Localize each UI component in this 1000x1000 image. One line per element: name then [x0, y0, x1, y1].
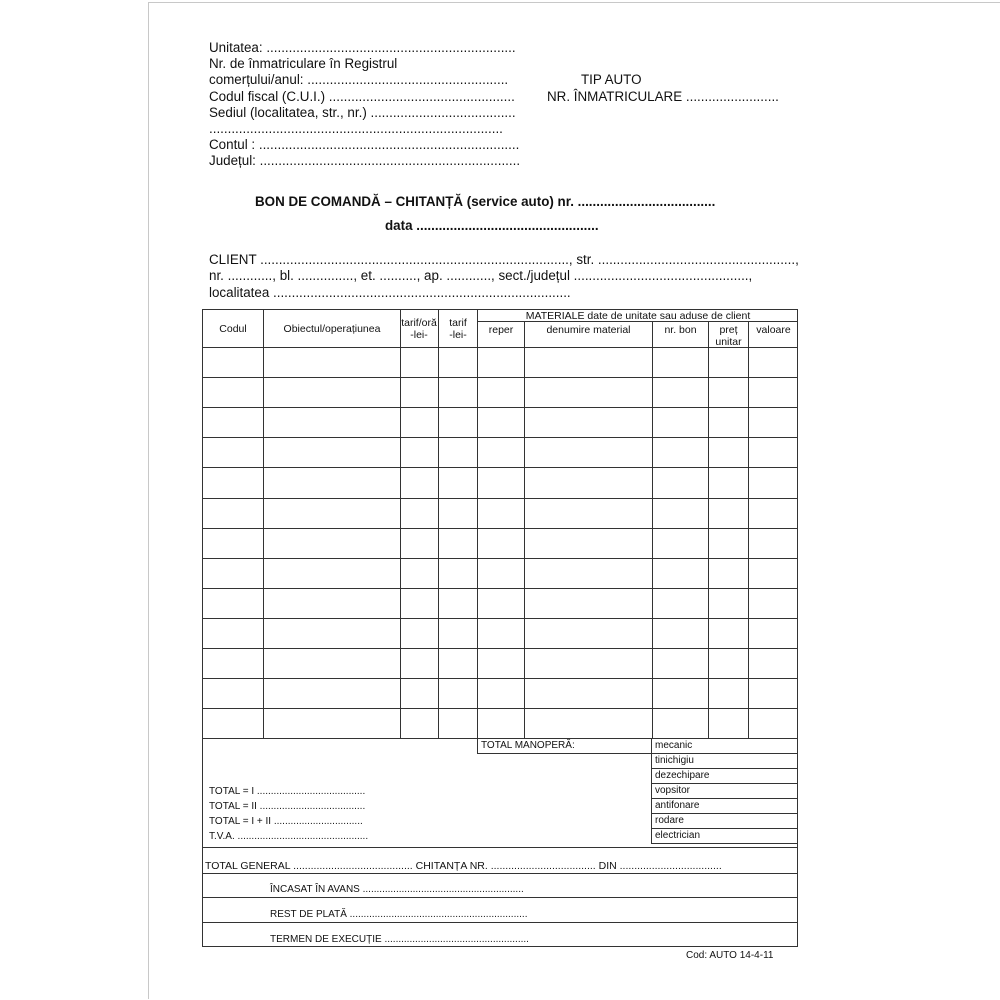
trade-line — [651, 813, 798, 814]
col-pret-label: preț — [719, 324, 738, 336]
table-row — [202, 528, 798, 529]
col-line — [748, 321, 749, 738]
total-general-line: TOTAL GENERAL ......................................... CHITANȚA NR. .................................... DIN ................................... — [205, 860, 722, 872]
table-row — [202, 588, 798, 589]
manopera-underline — [477, 753, 651, 754]
trade-0: mecanic — [655, 740, 693, 751]
header-bottom-line — [202, 347, 798, 348]
table-row — [202, 467, 798, 468]
col-materiale-group: MATERIALE date de unitate sau aduse de client — [525, 310, 751, 322]
incasat-avans-line: ÎNCASAT ÎN AVANS .......................................................... — [270, 884, 524, 895]
footer-line — [202, 922, 798, 923]
trade-line — [651, 798, 798, 799]
trade-2: dezechipare — [655, 770, 710, 781]
header-comertului: comerțului/anul: ...................................................... — [209, 72, 509, 87]
col-codul: Codul — [219, 323, 247, 335]
col-tarif-unit: -lei- — [449, 329, 467, 341]
total-i-ii: TOTAL = I + II ................................ — [209, 816, 363, 827]
trade-5: rodare — [655, 815, 684, 826]
table-row — [202, 618, 798, 619]
client-address-line: nr. ............, bl. ..............., et. .........., ap. ............, sect./județul ..............................................., — [209, 268, 753, 283]
col-tarif — [439, 317, 477, 341]
tva-line: T.V.A. ............................................... — [209, 831, 369, 842]
table-row — [202, 498, 798, 499]
trade-6: electrician — [655, 830, 701, 841]
termen-executie-line: TERMEN DE EXECUȚIE .................................................... — [270, 934, 529, 945]
col-pret-unitar — [709, 324, 748, 348]
table-row — [202, 377, 798, 378]
table-row — [202, 678, 798, 679]
trade-line — [651, 768, 798, 769]
header-unitatea: Unitatea: ................................................................... — [209, 40, 516, 55]
grid-bottom-line — [202, 738, 798, 739]
col-tarif-ora-unit: -lei- — [410, 329, 428, 341]
trade-1: tinichigiu — [655, 755, 694, 766]
footer-line — [202, 873, 798, 874]
footer-line — [202, 847, 798, 848]
col-line — [400, 309, 401, 738]
col-denumire: denumire material — [546, 324, 631, 336]
manopera-left-line — [477, 738, 478, 753]
col-obiectul: Obiectul/operațiunea — [283, 323, 381, 335]
header-cod-fiscal: Codul fiscal (C.U.I.) .................................................. — [209, 89, 515, 104]
col-reper: reper — [488, 324, 514, 336]
col-tarif-ora — [400, 317, 438, 341]
trade-line — [651, 843, 798, 844]
col-line — [652, 321, 653, 738]
col-valoare: valoare — [756, 324, 791, 336]
col-line — [524, 321, 525, 738]
header-judetul: Județul: ...................................................................... — [209, 153, 521, 168]
materiale-divider — [478, 321, 798, 322]
trade-3: vopsitor — [655, 785, 691, 796]
trade-4: antifonare — [655, 800, 700, 811]
client-line: CLIENT ..................................................................................., str. ....................................................., — [209, 252, 799, 267]
client-localitatea-line: localitatea ................................................................................ — [209, 285, 571, 300]
trade-line — [651, 753, 798, 754]
tip-auto-label: TIP AUTO — [581, 72, 642, 87]
trade-line — [651, 828, 798, 829]
header-sediul-cont: ............................................................................... — [209, 121, 503, 136]
nr-inmatriculare-label: NR. ÎNMATRICULARE ......................... — [547, 89, 779, 104]
col-unitar-label: unitar — [715, 336, 742, 348]
document-title: BON DE COMANDĂ – CHITANȚĂ (service auto) nr. ..................................... — [255, 194, 716, 209]
total-i: TOTAL = I ....................................... — [209, 786, 366, 797]
document-date: data ................................................. — [385, 218, 599, 233]
table-row — [202, 407, 798, 408]
trade-line — [651, 783, 798, 784]
col-nr-bon: nr. bon — [664, 324, 697, 336]
table-row — [202, 708, 798, 709]
header-sediul: Sediul (localitatea, str., nr.) ....................................... — [209, 105, 516, 120]
col-line — [263, 309, 264, 738]
col-tarif-label: tarif — [449, 317, 467, 329]
footer-line — [202, 897, 798, 898]
rest-plata-line: REST DE PLATĂ ................................................................ — [270, 909, 528, 920]
total-ii: TOTAL = II ...................................... — [209, 801, 366, 812]
form-code: Cod: AUTO 14-4-11 — [686, 950, 774, 961]
col-line — [708, 321, 709, 738]
table-row — [202, 648, 798, 649]
total-manopera-label: TOTAL MANOPERĂ: — [481, 740, 575, 751]
header-registru: Nr. de înmatriculare în Registrul — [209, 56, 398, 71]
col-tarif-ora-label: tarif/oră — [401, 317, 437, 329]
col-line — [477, 309, 478, 738]
col-line — [438, 309, 439, 738]
table-row — [202, 437, 798, 438]
table-row — [202, 558, 798, 559]
header-contul: Contul : ...................................................................... — [209, 137, 520, 152]
